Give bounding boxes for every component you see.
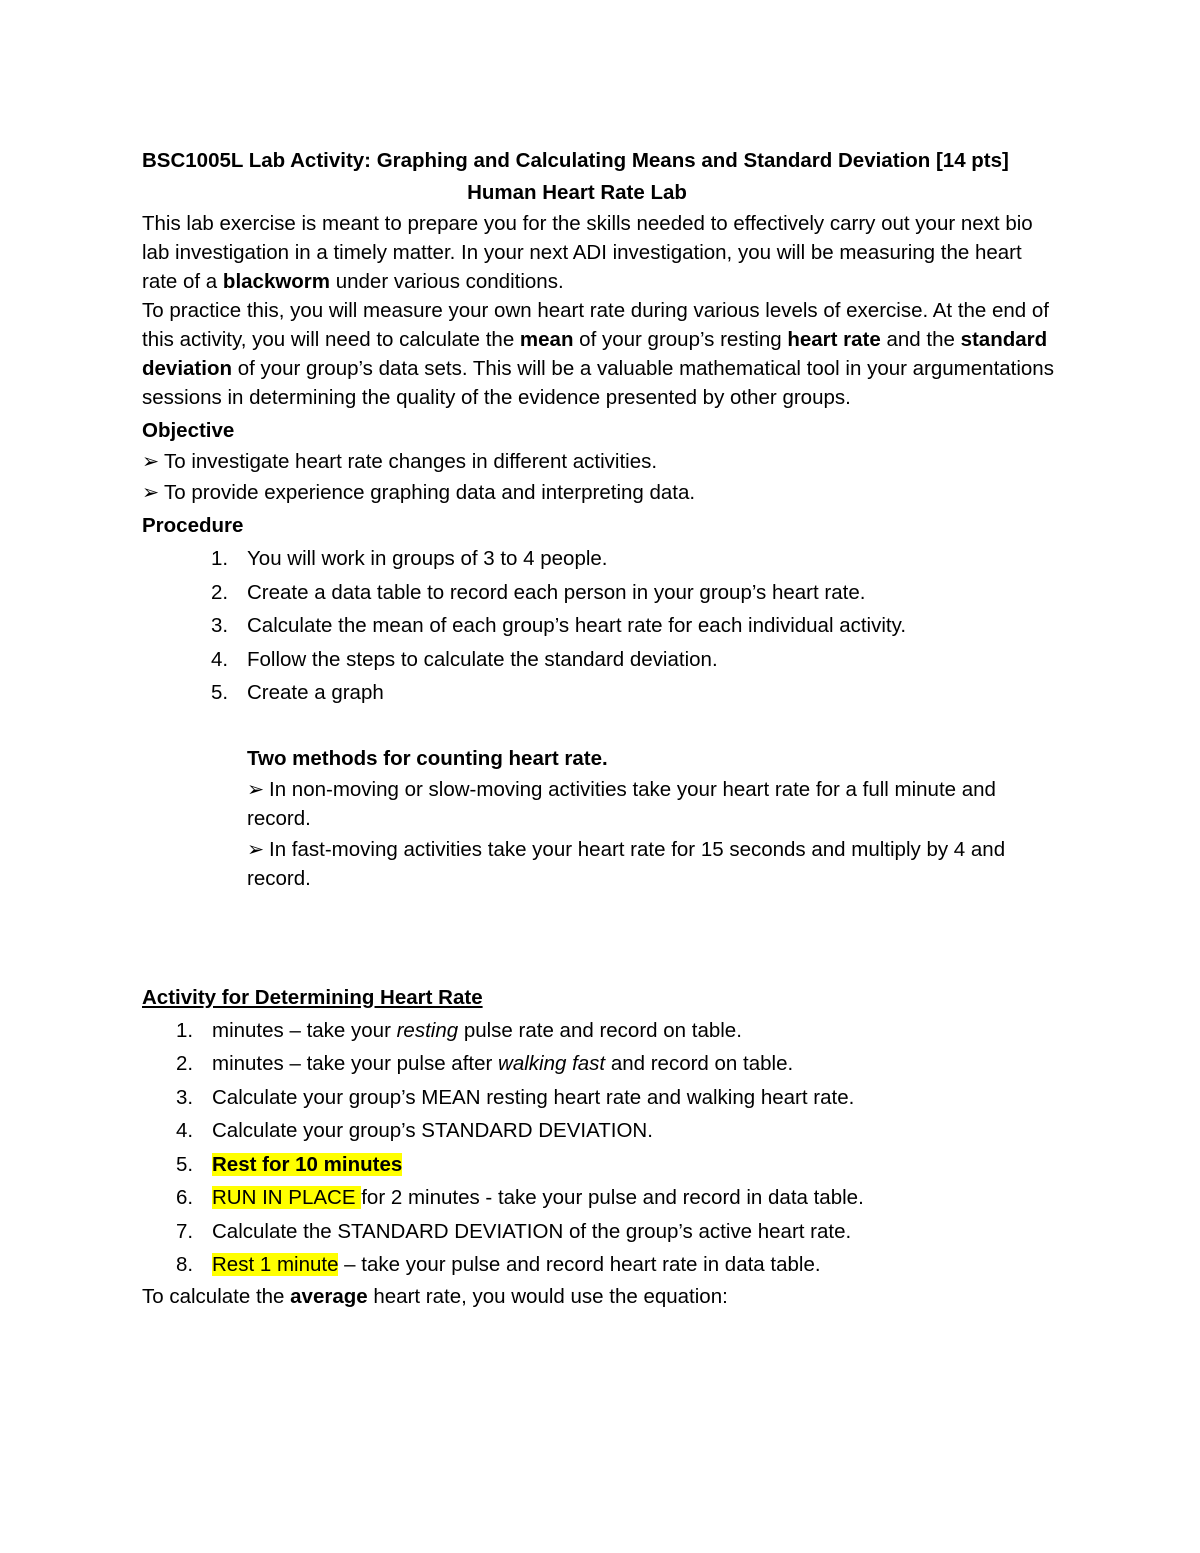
highlighted-text: Rest 1 minute — [212, 1253, 339, 1276]
methods-item-text: In fast-moving activities take your heart rate for 15 seconds and multiply by 4 and record. — [247, 837, 1006, 890]
intro-text: of your group’s resting — [573, 328, 788, 351]
list-item — [142, 1148, 1062, 1182]
list-item-text: Create a data table to record each person in your group’s heart rate. — [247, 580, 866, 604]
list-number: 8. — [176, 1253, 194, 1276]
list-item-text: Calculate the STANDARD DEVIATION of the group’s active heart rate. — [212, 1219, 852, 1243]
list-item — [142, 1215, 1062, 1249]
list-item-text: You will work in groups of 3 to 4 people. — [247, 547, 608, 570]
intro-paragraph-2 — [142, 296, 1062, 412]
intro-text: This lab exercise is meant to prepare you for the skills needed to effectively carry out your next bio lab investigation in a timely matter. In your next ADI investigation, you will be measuring the heart rate of a — [142, 212, 1033, 293]
procedure-heading: Procedure — [142, 514, 244, 537]
list-item-text: pulse rate and record on table. — [458, 1018, 742, 1042]
list-number: 6. — [176, 1186, 194, 1209]
methods-item — [247, 835, 1062, 893]
list-item — [142, 1114, 1062, 1148]
activity-list — [142, 1014, 1062, 1282]
list-number: 2. — [211, 580, 229, 604]
list-number: 1. — [211, 547, 229, 570]
objective-item-text: To provide experience graphing data and interpreting data. — [164, 481, 696, 504]
intro-paragraph-1 — [142, 209, 1062, 296]
procedure-list — [142, 542, 1062, 710]
objective-item-text: To investigate heart rate changes in different activities. — [164, 450, 658, 473]
list-number: 2. — [176, 1052, 194, 1075]
intro-text: of your group’s data sets. This will be a valuable mathematical tool in your argumentations sessions in determining the quality of the evidence presented by other groups. — [142, 357, 1054, 409]
objective-item — [142, 447, 1062, 476]
methods-item-text: In non-moving or slow-moving activities take your heart rate for a full minute and record. — [247, 777, 996, 830]
list-item — [142, 542, 1062, 576]
document-title: BSC1005L Lab Activity: Graphing and Calculating Means and Standard Deviation [14 pts] — [142, 149, 1009, 172]
list-number: 1. — [176, 1018, 194, 1042]
intro-text: To practice this, you will measure your own heart rate during various levels of exercise. At the end of this activity, you will need to calculate the — [142, 299, 1050, 351]
list-item-text: Calculate the mean of each group’s heart rate for each individual activity. — [247, 614, 907, 637]
list-number: 5. — [176, 1152, 194, 1176]
list-item — [142, 1014, 1062, 1048]
list-item-text: Calculate your group’s MEAN resting heart rate and walking heart rate. — [212, 1085, 855, 1109]
methods-item — [247, 775, 1062, 833]
highlighted-text: Rest for 10 minutes — [212, 1152, 403, 1176]
closing-bold-term: average — [290, 1284, 368, 1308]
list-item — [142, 1081, 1062, 1115]
objective-item — [142, 478, 1062, 507]
arrow-bullet-icon: ➢ — [142, 450, 160, 473]
intro-bold-term: standard deviation — [142, 328, 1048, 380]
list-item-text: Calculate your group’s STANDARD DEVIATION. — [212, 1119, 653, 1142]
list-number: 3. — [176, 1085, 194, 1109]
list-item-text: for 2 minutes - take your pulse and record in data table. — [361, 1186, 864, 1209]
list-item — [142, 1181, 1062, 1215]
closing-line — [142, 1282, 1062, 1311]
arrow-bullet-icon: ➢ — [247, 777, 265, 801]
list-item-text: minutes – take your — [212, 1018, 397, 1042]
closing-text: heart rate, you would use the equation: — [367, 1284, 728, 1308]
list-item-emphasis: walking fast — [498, 1052, 606, 1075]
list-item-emphasis: resting — [396, 1018, 459, 1042]
list-item-text: Create a graph — [247, 681, 384, 704]
list-item-text: and record on table. — [605, 1052, 794, 1075]
list-item — [142, 1248, 1062, 1282]
list-number: 4. — [176, 1119, 194, 1142]
document-body — [142, 146, 1062, 1311]
list-item — [142, 643, 1062, 677]
list-item — [142, 1047, 1062, 1081]
activity-heading: Activity for Determining Heart Rate — [142, 985, 483, 1009]
list-item-text: Follow the steps to calculate the standard deviation. — [247, 647, 718, 671]
list-item — [142, 576, 1062, 610]
list-number: 4. — [211, 647, 229, 671]
document-subtitle: Human Heart Rate Lab — [467, 181, 687, 204]
list-item-text: – take your pulse and record heart rate in data table. — [338, 1253, 821, 1276]
arrow-bullet-icon: ➢ — [142, 481, 160, 504]
list-item — [142, 609, 1062, 643]
list-item — [142, 676, 1062, 710]
closing-text: To calculate the — [142, 1284, 291, 1308]
intro-bold-term: heart rate — [787, 328, 881, 351]
arrow-bullet-icon: ➢ — [247, 837, 265, 861]
methods-heading: Two methods for counting heart rate. — [247, 746, 608, 770]
intro-bold-term: mean — [519, 328, 574, 351]
list-number: 5. — [211, 681, 229, 704]
objective-heading: Objective — [142, 419, 235, 442]
intro-text: under various conditions. — [330, 270, 564, 293]
list-number: 7. — [176, 1219, 194, 1243]
highlighted-text: RUN IN PLACE — [212, 1186, 362, 1209]
methods-section — [247, 744, 1062, 893]
list-item-text: minutes – take your pulse after — [212, 1052, 499, 1075]
list-number: 3. — [211, 614, 229, 637]
intro-text: and the — [880, 328, 961, 351]
intro-bold-term: blackworm — [222, 270, 331, 293]
